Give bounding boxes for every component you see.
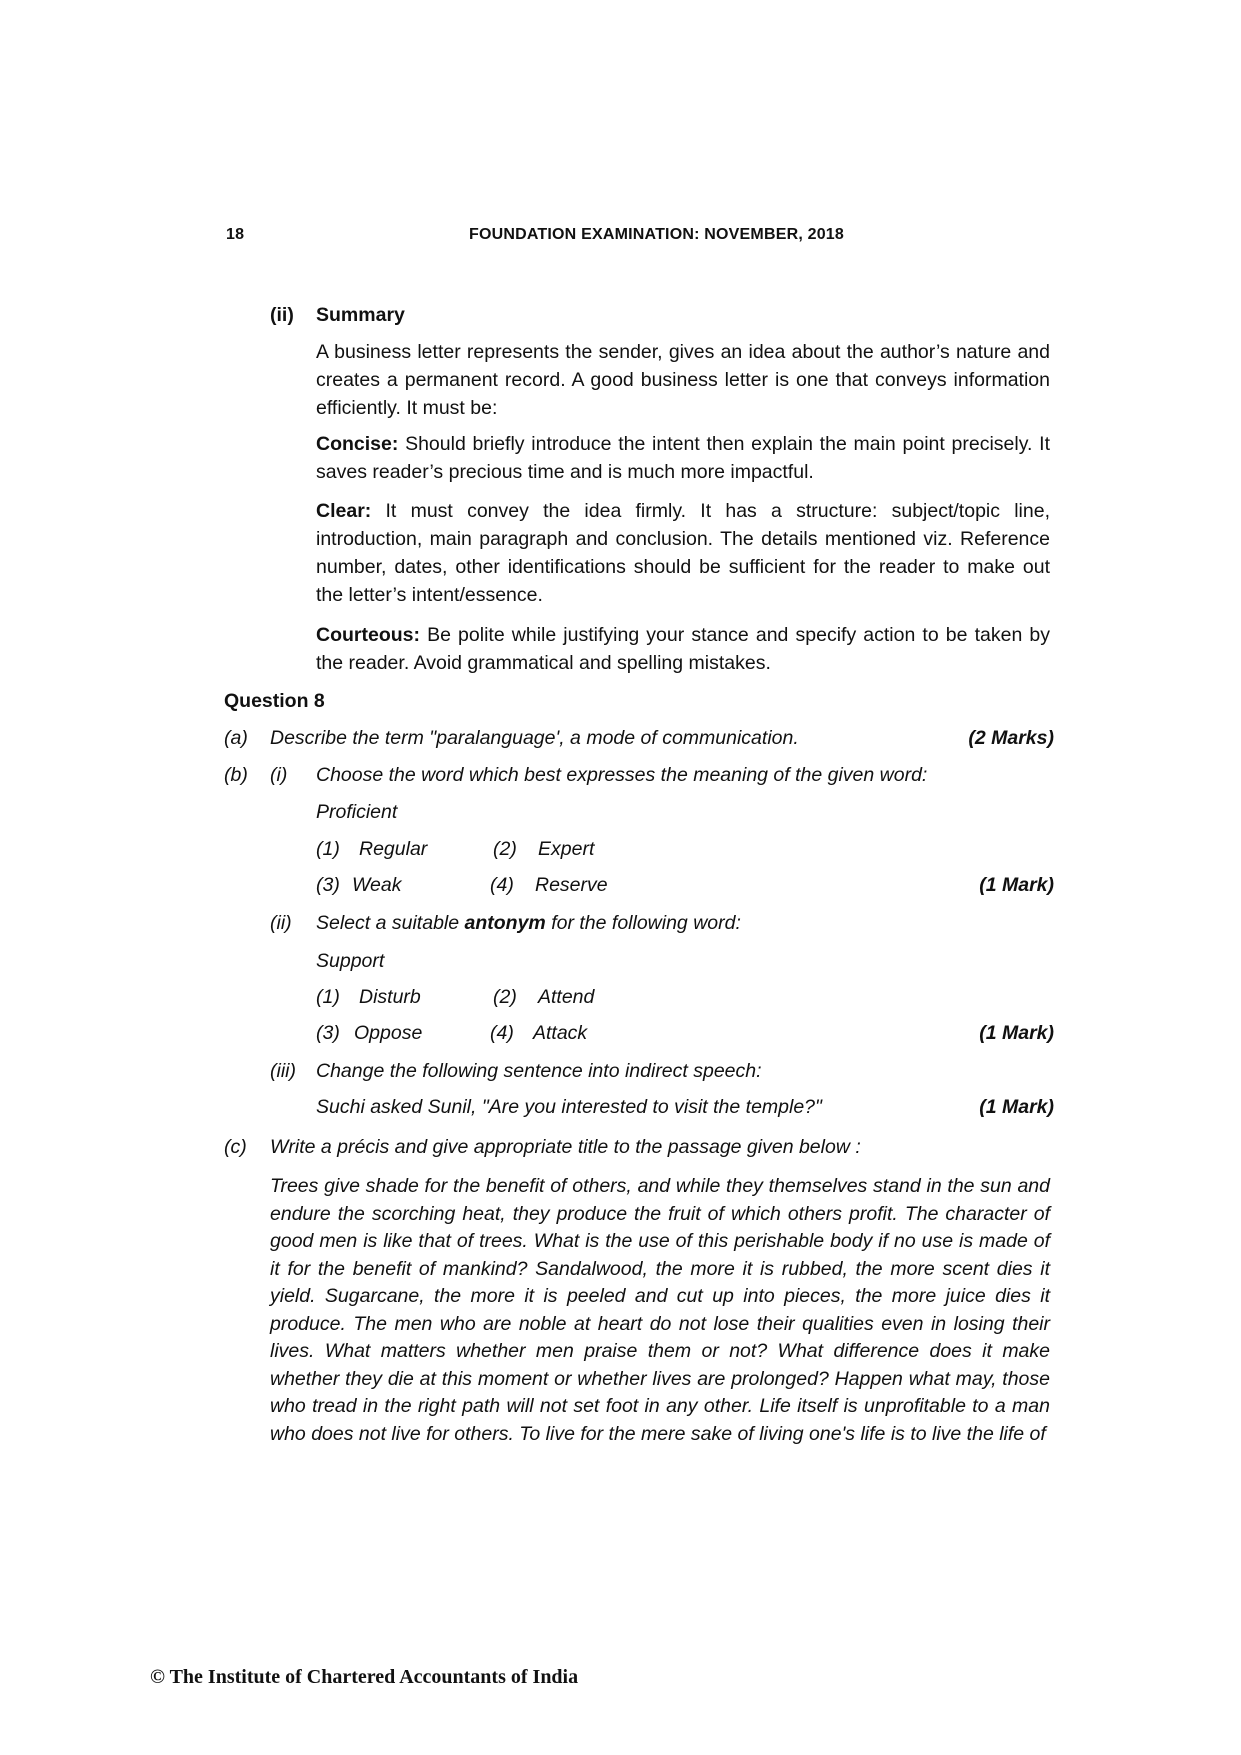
question-b-ii-marks: (1 Mark) — [979, 1022, 1054, 1044]
question-c-prompt: Write a précis and give appropriate title to the passage given below : — [270, 1136, 861, 1158]
point-term: Courteous: — [316, 624, 420, 646]
question-b-iii-sentence: Suchi asked Sunil, "Are you interested to visit the temple?" — [316, 1096, 822, 1118]
question-b-ii-label: (ii) — [270, 912, 292, 934]
option-number: (2) — [493, 838, 517, 860]
question-b-iii-label: (iii) — [270, 1060, 296, 1082]
question-b-i-label: (i) — [270, 764, 288, 786]
option-text: Attend — [538, 986, 595, 1008]
summary-heading: Summary — [316, 304, 405, 326]
question-b-iii-marks: (1 Mark) — [979, 1096, 1054, 1118]
option-text: Reserve — [535, 874, 608, 896]
option-number: (1) — [316, 838, 340, 860]
question-a-text: Describe the term "paralanguage', a mode of communication. — [270, 727, 799, 749]
prompt-emphasis: antonym — [464, 912, 546, 934]
option-number: (4) — [490, 1022, 514, 1044]
option-number: (1) — [316, 986, 340, 1008]
question-b-i-prompt: Choose the word which best expresses the meaning of the given word: — [316, 764, 928, 786]
option-text: Expert — [538, 838, 595, 860]
question-a-marks: (2 Marks) — [968, 727, 1054, 749]
point-text: Should briefly introduce the intent then explain the main point precisely. It saves reader’s precious time and is much more impactful. — [316, 433, 1050, 483]
option-text: Attack — [533, 1022, 588, 1044]
option-text: Weak — [352, 874, 402, 896]
option-number: (3) — [316, 874, 340, 896]
option-text: Oppose — [354, 1022, 423, 1044]
summary-intro: A business letter represents the sender, gives an idea about the author’s nature and creates a permanent record. A good business letter is one that conveys information efficiently. It must be: — [316, 341, 1050, 419]
footer-copyright: © The Institute of Chartered Accountants of India — [150, 1666, 579, 1688]
summary-point-clear — [316, 497, 1050, 609]
question-b-ii-word: Support — [316, 950, 385, 972]
option-number: (2) — [493, 986, 517, 1008]
summary-point-courteous — [316, 621, 1050, 677]
prompt-part: for the following word: — [545, 912, 741, 934]
option-number: (3) — [316, 1022, 340, 1044]
point-term: Clear: — [316, 500, 372, 522]
question-b-ii-prompt — [316, 912, 741, 935]
running-header: FOUNDATION EXAMINATION: NOVEMBER, 2018 — [468, 226, 845, 243]
question-b-i-word: Proficient — [316, 801, 398, 823]
option-number: (4) — [490, 874, 514, 896]
question-b-iii-prompt: Change the following sentence into indirect speech: — [316, 1060, 762, 1082]
option-text: Disturb — [359, 986, 421, 1008]
option-text: Regular — [359, 838, 428, 860]
point-text: It must convey the idea firmly. It has a structure: subject/topic line, introduction, main paragraph and conclusion. The details mentioned viz. Reference number, dates, other identifications should be sufficient for the reader to make out the letter’s intent/essence. — [316, 500, 1050, 606]
point-term: Concise: — [316, 433, 399, 455]
point-text: Be polite while justifying your stance and specify action to be taken by the reader. Avoid grammatical and spelling mistakes. — [316, 624, 1050, 674]
question-b-i-marks: (1 Mark) — [979, 874, 1054, 896]
summary-label: (ii) — [270, 304, 294, 326]
page-number: 18 — [226, 226, 245, 243]
question-c-passage: Trees give shade for the benefit of others, and while they themselves stand in the sun and endure the scorching heat, they produce the fruit of which others profit. The character of good men is like that of trees. What is the use of this perishable body if no use is made of it for the benefit of mankind? Sandalwood, the more it is rubbed, the more scent dies it yield. Sugarcane, the more it is peeled and cut up into pieces, the more juice dies it produce. The men who are noble at heart do not lose their qualities even in losing their lives. What matters whether men praise them or not? What difference does it make whether they die at this moment or whether lives are prolonged? Happen what may, those who tread in the right path will not set foot in any other. Life itself is unprofitable to a man who does not live for others. To live for the mere sake of living one's life is to live the life of — [270, 1175, 1050, 1445]
question-b-label: (b) — [224, 764, 248, 786]
prompt-part: Select a suitable — [316, 912, 465, 934]
summary-point-concise — [316, 430, 1050, 486]
question-a-label: (a) — [224, 727, 248, 749]
question-c-label: (c) — [224, 1136, 247, 1158]
question-heading: Question 8 — [224, 690, 325, 712]
